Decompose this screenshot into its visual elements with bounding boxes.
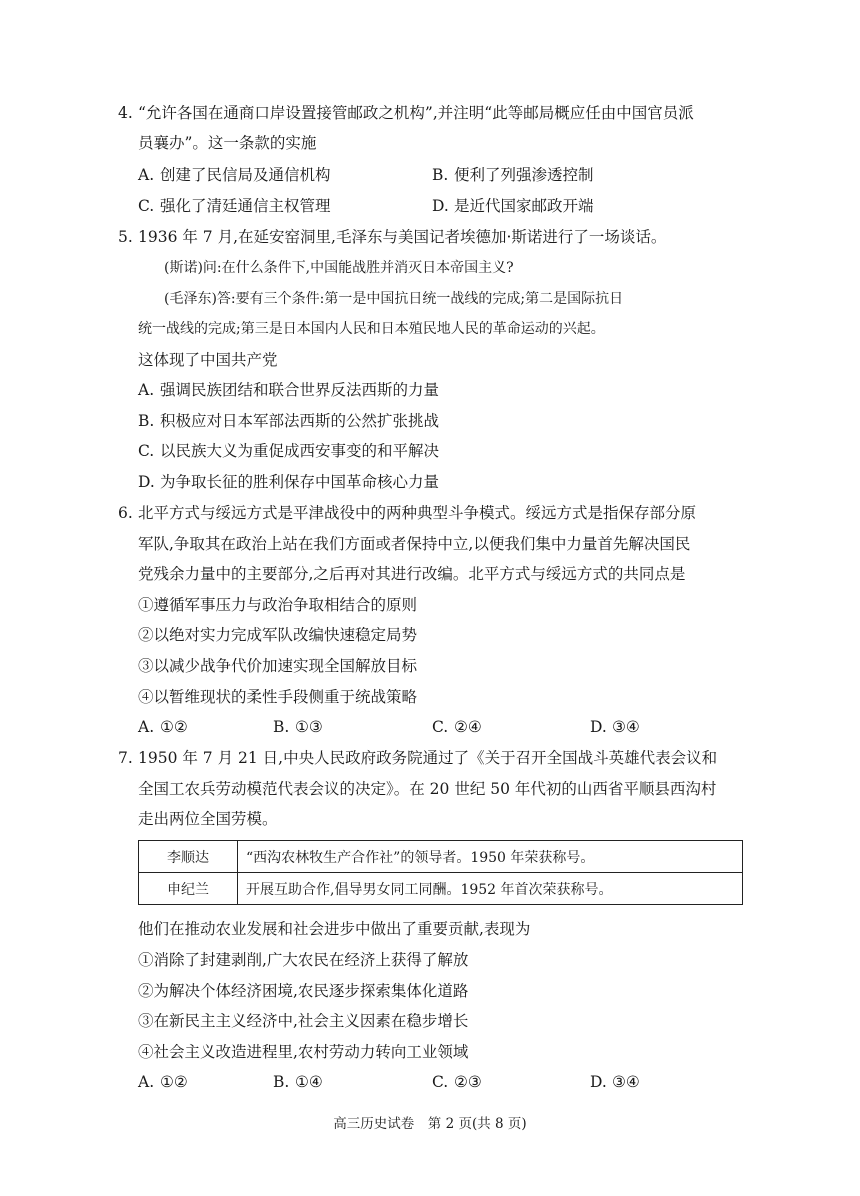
option-d[interactable] [432,195,594,217]
option-d[interactable] [138,471,439,493]
option-text: ①② [160,718,188,736]
option-text: 创建了民信局及通信机构 [160,166,331,184]
question-text: 全国工农兵劳动模范代表会议的决定》。在 20 世纪 50 年代初的山西省平顺县西沟村 [138,780,717,798]
option-text: 强调民族团结和联合世界反法西斯的力量 [160,381,440,399]
option-a[interactable] [138,379,439,401]
option-letter: D. [590,718,607,736]
statement-item: ②为解决个体经济困境,农民逐步探索集体化道路 [138,982,469,1000]
option-letter: C. [432,718,449,736]
option-b[interactable] [273,716,323,738]
option-letter: C. [138,197,155,215]
question-text: 党残余力量中的主要部分,之后再对其进行改编。北平方式与绥远方式的共同点是 [138,565,686,583]
option-text: ②④ [454,718,482,736]
option-letter: A. [138,1073,155,1091]
option-a[interactable] [138,716,188,738]
statement-item: ③在新民主主义经济中,社会主义因素在稳步增长 [138,1012,469,1030]
table-row [139,841,743,873]
question-number: 6. [118,504,133,522]
statement-item: ④以暂维现状的柔性手段侧重于统战策略 [138,688,418,706]
question-number: 4. [118,104,133,122]
option-text: 以民族大义为重促成西安事变的和平解决 [160,442,440,460]
table-cell-name: 李顺达 [139,841,238,873]
table-cell-desc: “西沟农林牧生产合作社”的领导者。1950 年荣获称号。 [238,841,743,873]
statement-item: ④社会主义改造进程里,农村劳动力转向工业领域 [138,1043,469,1061]
option-text: ①③ [295,718,323,736]
option-letter: D. [432,197,449,215]
option-c[interactable] [138,440,439,462]
option-letter: A. [138,718,155,736]
option-b[interactable] [273,1071,323,1093]
question-text: 1950 年 7 月 21 日,中央人民政府政务院通过了《关于召开全国战斗英雄代表会议和 [138,749,718,767]
question-text: “允许各国在通商口岸设置接管邮政之机构”,并注明“此等邮局概应任由中国官员派 [138,104,694,122]
option-letter: B. [273,1073,290,1091]
table-cell-desc: 开展互助合作,倡导男女同工同酬。1952 年首次荣获称号。 [238,873,743,905]
option-text: 强化了清廷通信主权管理 [160,197,331,215]
question-number: 7. [118,749,133,767]
option-letter: D. [590,1073,607,1091]
option-text: 是近代国家邮政开端 [454,197,594,215]
page-footer: 高三历史试卷 第 2 页(共 8 页) [333,1116,527,1132]
option-text: ②③ [454,1073,482,1091]
option-text: ③④ [612,718,640,736]
statement-item: ②以绝对实力完成军队改编快速稳定局势 [138,626,418,644]
question-text: 1936 年 7 月,在延安窑洞里,毛泽东与美国记者埃德加·斯诺进行了一场谈话。 [138,228,667,246]
question-stem: 这体现了中国共产党 [138,351,278,369]
option-letter: B. [432,166,449,184]
option-d[interactable] [590,716,640,738]
option-letter: C. [432,1073,449,1091]
quote-text: 统一战线的完成;第三是日本国内人民和日本殖民地人民的革命运动的兴起。 [138,321,605,337]
question-text: 走出两位全国劳模。 [138,810,278,828]
option-a[interactable] [138,164,331,186]
option-c[interactable] [432,1071,482,1093]
question-text: 北平方式与绥远方式是平津战役中的两种典型斗争模式。绥远方式是指保存部分原 [138,504,697,522]
question-text: 军队,争取其在政治上站在我们方面或者保持中立,以便我们集中力量首先解决国民 [138,535,691,553]
option-b[interactable] [432,164,594,186]
option-c[interactable] [138,195,331,217]
option-text: ③④ [612,1073,640,1091]
option-letter: B. [138,412,155,430]
statement-item: ①遵循军事压力与政治争取相结合的原则 [138,596,418,614]
option-text: 积极应对日本军部法西斯的公然扩张挑战 [160,412,440,430]
option-text: 为争取长征的胜利保存中国革命核心力量 [160,473,440,491]
table-row [139,873,743,905]
quote-text: (斯诺)问:在什么条件下,中国能战胜并消灭日本帝国主义? [164,260,514,276]
option-letter: A. [138,381,155,399]
option-b[interactable] [138,410,439,432]
statement-item: ③以减少战争代价加速实现全国解放目标 [138,657,418,675]
option-text: 便利了列强渗透控制 [454,166,594,184]
option-c[interactable] [432,716,482,738]
question-number: 5. [118,228,133,246]
option-letter: A. [138,166,155,184]
option-letter: D. [138,473,155,491]
labor-model-table [138,840,743,905]
option-a[interactable] [138,1071,188,1093]
question-stem: 他们在推动农业发展和社会进步中做出了重要贡献,表现为 [138,920,531,938]
option-letter: B. [273,718,290,736]
statement-item: ①消除了封建剥削,广大农民在经济上获得了解放 [138,951,469,969]
option-letter: C. [138,442,155,460]
table-cell-name: 申纪兰 [139,873,238,905]
question-text: 员襄办”。这一条款的实施 [138,134,317,152]
option-d[interactable] [590,1071,640,1093]
option-text: ①② [160,1073,188,1091]
quote-text: (毛泽东)答:要有三个条件:第一是中国抗日统一战线的完成;第二是国际抗日 [164,291,624,307]
option-text: ①④ [295,1073,323,1091]
